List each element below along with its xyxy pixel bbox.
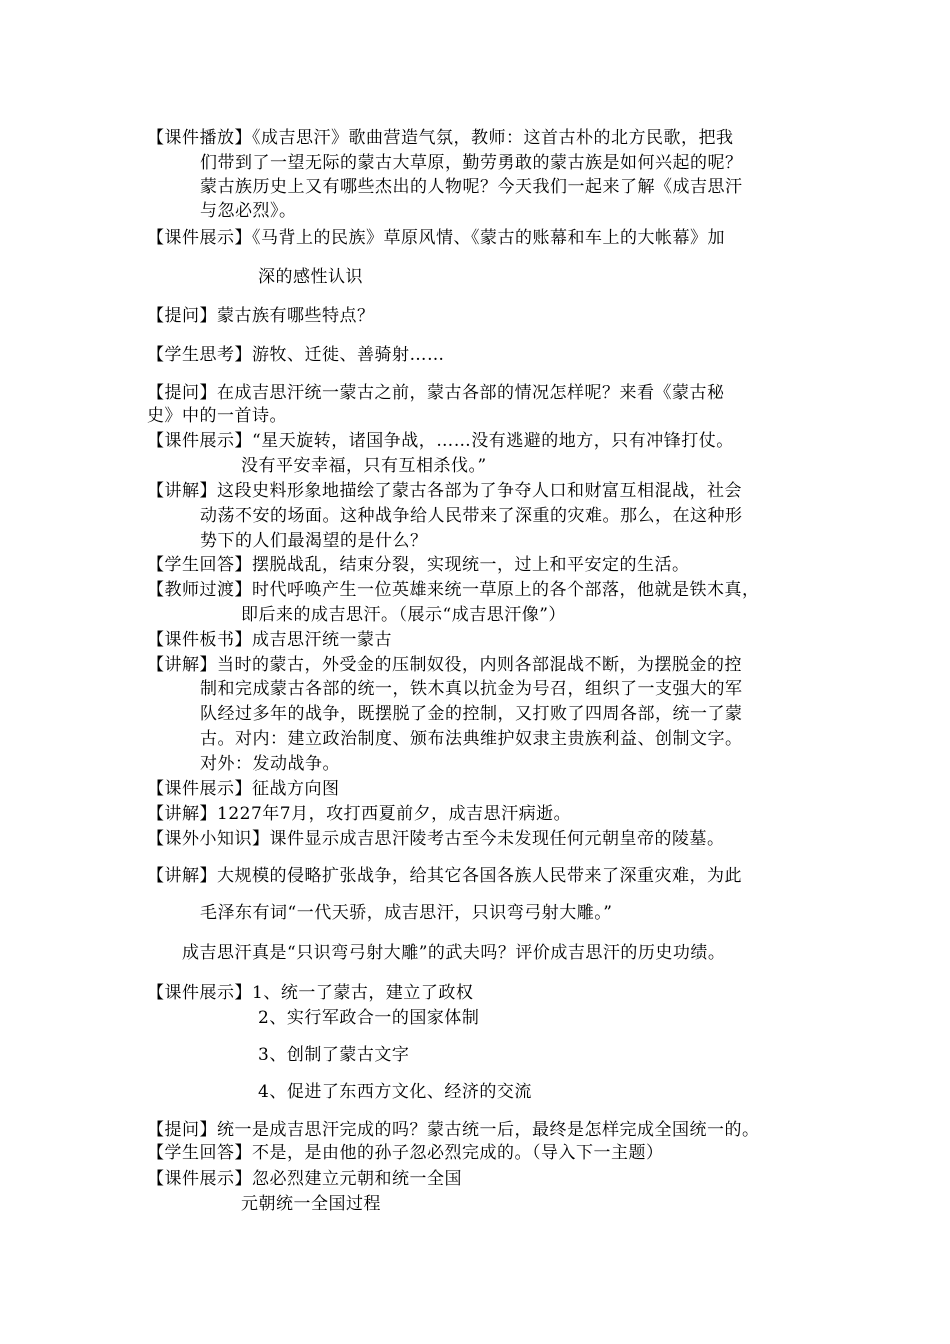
text-line: 【课外小知识】课件显示成吉思汗陵考古至今未发现任何元朝皇帝的陵墓。 xyxy=(147,829,725,849)
text-line: 2、实行军政合一的国家体制 xyxy=(258,1008,480,1028)
text-line: 即后来的成吉思汗。（展示“成吉思汗像”） xyxy=(241,605,566,625)
text-line: 【课件展示】征战方向图 xyxy=(147,779,340,799)
text-line: 古。对内：建立政治制度、颁布法典维护奴隶主贵族利益、创制文字。 xyxy=(200,729,743,749)
text-line: 【讲解】1227年7月，攻打西夏前夕，成吉思汗病逝。 xyxy=(147,804,572,824)
text-line: 与忽必烈》。 xyxy=(200,201,297,221)
text-line: 没有平安幸福，只有互相杀伐。” xyxy=(241,456,487,476)
text-line: 4、促进了东西方文化、经济的交流 xyxy=(258,1082,532,1102)
text-line: 动荡不安的场面。这种战争给人民带来了深重的灾难。那么，在这种形 xyxy=(200,506,743,526)
text-line: 对外：发动战争。 xyxy=(200,754,340,774)
text-line: 【提问】在成吉思汗统一蒙古之前，蒙古各部的情况怎样呢？来看《蒙古秘 xyxy=(147,383,725,403)
text-line: 【教师过渡】时代呼唤产生一位英雄来统一草原上的各个部落，他就是铁木真， xyxy=(147,580,760,600)
text-line: 【讲解】这段史料形象地描绘了蒙古各部为了争夺人口和财富互相混战，社会 xyxy=(147,481,742,501)
text-line: 【课件播放】《成吉思汗》歌曲营造气氛，教师：这首古朴的北方民歌，把我 xyxy=(147,128,734,148)
text-line: 队经过多年的战争，既摆脱了金的控制，又打败了四周各部，统一了蒙 xyxy=(200,704,743,724)
text-line: 制和完成蒙古各部的统一，铁木真以抗金为号召，组织了一支强大的军 xyxy=(200,679,743,699)
text-line: 蒙古族历史上又有哪些杰出的人物呢？今天我们一起来了解《成吉思汗 xyxy=(200,177,743,197)
text-line: 【学生回答】不是，是由他的孙子忽必烈完成的。（导入下一主题） xyxy=(147,1143,664,1163)
text-line: 【讲解】当时的蒙古，外受金的压制奴役，内则各部混战不断，为摆脱金的控 xyxy=(147,655,742,675)
text-line: 【提问】统一是成吉思汗完成的吗？蒙古统一后，最终是怎样完成全国统一的。 xyxy=(147,1120,760,1140)
text-line: 【课件展示】忽必烈建立元朝和统一全国 xyxy=(147,1169,462,1189)
text-line: 元朝统一全国过程 xyxy=(241,1194,381,1214)
text-line: 【学生思考】游牧、迁徙、善骑射…… xyxy=(147,345,445,365)
text-line: 【课件板书】成吉思汗统一蒙古 xyxy=(147,630,392,650)
text-line: 【课件展示】1、统一了蒙古，建立了政权 xyxy=(147,983,474,1003)
text-line: 深的感性认识 xyxy=(258,267,363,287)
text-line: 【课件展示】“星天旋转，诸国争战，……没有逃避的地方，只有冲锋打仗。 xyxy=(147,431,734,451)
text-line: 们带到了一望无际的蒙古大草原，勤劳勇敢的蒙古族是如何兴起的呢？ xyxy=(200,153,743,173)
text-line: 史》中的一首诗。 xyxy=(147,406,287,426)
text-line: 毛泽东有词“一代天骄，成吉思汗，只识弯弓射大雕。” xyxy=(200,903,613,923)
text-line: 【学生回答】摆脱战乱，结束分裂，实现统一，过上和平安定的生活。 xyxy=(147,555,690,575)
text-line: 【提问】蒙古族有哪些特点？ xyxy=(147,306,375,326)
text-line: 成吉思汗真是“只识弯弓射大雕”的武夫吗？评价成吉思汗的历史功绩。 xyxy=(182,943,726,963)
text-line: 3、创制了蒙古文字 xyxy=(258,1045,410,1065)
text-line: 【课件展示】《马背上的民族》草原风情、《蒙古的账幕和车上的大帐幕》加 xyxy=(147,228,725,248)
text-line: 【讲解】大规模的侵略扩张战争，给其它各国各族人民带来了深重灾难，为此 xyxy=(147,866,742,886)
text-line: 势下的人们最渴望的是什么？ xyxy=(200,531,428,551)
